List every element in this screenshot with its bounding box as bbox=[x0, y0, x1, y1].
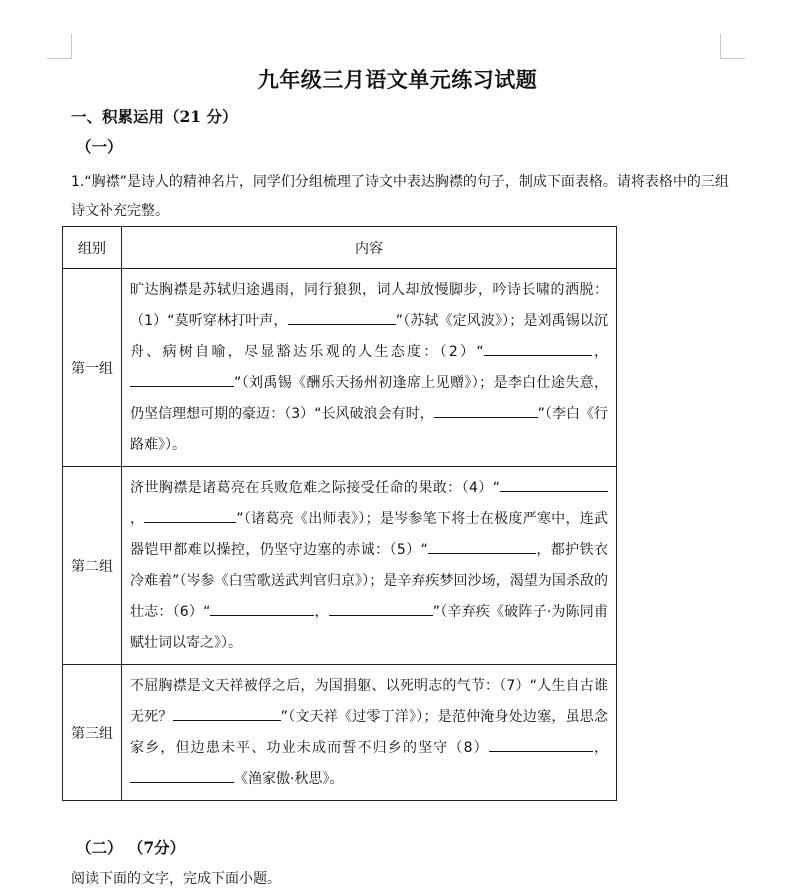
table-row-2 bbox=[63, 467, 617, 665]
row3-text-4: 《渔家傲·秋思》。 bbox=[234, 770, 344, 787]
row3-text-1: 不屈胸襟是文天祥被俘之后，为国捐躯、以死明志的气节：（7）“人生自古谁无死？ bbox=[130, 677, 608, 725]
row2-text-3: ”（诸葛亮《出师表》）；是岑参笔下将士在极度严寒中，连武器铠甲都难以操控，仍坚守边塞的赤诚：（5）“ bbox=[130, 510, 608, 558]
row1-text-3: ， bbox=[591, 343, 608, 360]
answer-blank-7[interactable] bbox=[173, 702, 281, 721]
row2-text-6: ”（辛弃疾《破阵子·为陈同甫赋壮词以寄之》）。 bbox=[130, 603, 609, 651]
answer-blank-6a[interactable] bbox=[210, 597, 314, 616]
group-1-label: 第一组 bbox=[63, 269, 122, 467]
row2-text-5: ， bbox=[314, 603, 329, 620]
table-row-1 bbox=[63, 269, 617, 467]
row2-text-2: ， bbox=[130, 510, 145, 527]
group-3-content bbox=[122, 665, 617, 801]
answer-blank-8a[interactable] bbox=[489, 733, 593, 752]
table-row-3 bbox=[63, 665, 617, 801]
row1-text-1: 旷达胸襟是苏轼归途遇雨，同行狼狈，词人却放慢脚步，吟诗长啸的洒脱：（1）“莫听穿林打叶声， bbox=[130, 281, 608, 329]
reading-instruction: 阅读下面的文字，完成下面小题。 bbox=[71, 871, 281, 887]
answer-blank-2a[interactable] bbox=[484, 337, 592, 356]
answer-blank-4b[interactable] bbox=[144, 504, 236, 523]
row3-text-2: ”（文天祥《过零丁洋》）；是范仲淹身处边塞，虽思念家乡，但边患未平、功业未成而誓不归乡的坚守（8） bbox=[130, 708, 608, 756]
subsection-heading-2: （二） （7分） bbox=[76, 838, 186, 857]
group-2-label: 第二组 bbox=[63, 467, 122, 665]
table-header-row bbox=[63, 227, 617, 269]
subsection-heading-1: （一） bbox=[76, 137, 123, 156]
question-1-text: 1.“胸襟”是诗人的精神名片，同学们分组梳理了诗文中表达胸襟的句子，制成下面表格。请将表格中的三组诗文补充完整。 bbox=[71, 174, 729, 219]
group-2-content bbox=[122, 467, 617, 665]
answer-blank-5[interactable] bbox=[428, 535, 536, 554]
row2-text-1: 济世胸襟是诸葛亮在兵败危难之际接受任命的果敢：（4）“ bbox=[130, 479, 500, 496]
row3-text-3: ， bbox=[592, 739, 609, 756]
answer-blank-3[interactable] bbox=[434, 399, 538, 418]
answer-blank-8b[interactable] bbox=[130, 764, 234, 783]
page-corner-mark-right bbox=[720, 34, 745, 59]
section-heading-1: 一、积累运用（21 分） bbox=[71, 107, 238, 126]
group-3-label: 第三组 bbox=[63, 665, 122, 801]
header-group: 组别 bbox=[63, 227, 122, 269]
page-corner-mark-left bbox=[47, 34, 72, 59]
row1-text-2: ”（苏轼《定风波》）；是刘禹锡以沉舟、病树自喻，尽显豁达乐观的人生态度：（2）“ bbox=[130, 312, 608, 360]
row1-text-5: ”（李白《行路难》）。 bbox=[130, 405, 608, 453]
poetry-table bbox=[62, 226, 617, 801]
group-1-content bbox=[122, 269, 617, 467]
answer-blank-2b[interactable] bbox=[130, 368, 234, 387]
row1-text-4: ”（刘禹锡《酬乐天扬州初逢席上见赠》）；是李白仕途失意，仍坚信理想可期的豪迈：（3）“长风破浪会有时， bbox=[130, 374, 608, 422]
answer-blank-6b[interactable] bbox=[329, 597, 433, 616]
answer-blank-1[interactable] bbox=[288, 306, 396, 325]
header-content: 内容 bbox=[122, 227, 617, 269]
answer-blank-4a[interactable] bbox=[500, 473, 608, 492]
page-title: 九年级三月语文单元练习试题 bbox=[257, 67, 538, 92]
row2-text-4: ，都护铁衣冷难着”（岑参《白雪歌送武判官归京》）；是辛弃疾梦回沙场，渴望为国杀敌的壮志：（6）“ bbox=[130, 541, 608, 620]
